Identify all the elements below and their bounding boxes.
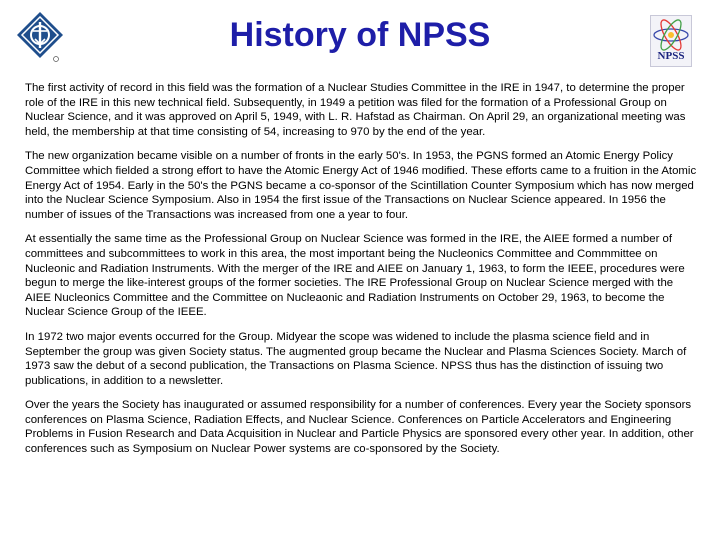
paragraph: At essentially the same time as the Professional Group on Nuclear Science was formed in the IRE, the AIEE formed a number of committees and subcommittees to work in this area, the most important being the Nucleonics Committee and Commmittee on Nucleonic and Radiation Instruments. With the merger of the IRE and AIEE on January 1, 1963, to form the IEEE, procedures were begun to merge the like-interest groups of the former societies. The IRE Professional Group on Nuclear Science merged with the AIEE Nucleonics Committee and the Committee on Nucleaonic and Radiation Instruments on October 29, 1963, to become the Nuclear Science Group of the IEEE. — [25, 233, 685, 319]
paragraph: Over the years the Society has inaugurated or assumed responsibility for a number of conferences. Every year the Society sponsors conferences on Plasma Science, Radiation Effects, and Nuclear Science. Conferences on Particle Accelerators and Engineering Problems in Fusion Research and Data Acquisition in Nuclear and Particle Physics are sponsored every other year. In addition, other conferences such as Symposium on Nuclear Power systems are co-sponsored by the Society. — [25, 399, 694, 456]
paragraph: In 1972 two major events occurred for the Group. Midyear the scope was widened to include the plasma science field and in September the group was given Society status. The augmented group became the Nuclear and Plasma Sciences Society. March of 1973 saw the debut of a second publication, the Transactions on Plasma Science. NPSS thus has the distinction of issuing two publications, in addition to a newsletter. — [25, 330, 687, 387]
history-body — [25, 81, 697, 467]
npss-logo — [650, 15, 692, 67]
page-title: History of NPSS — [229, 16, 491, 54]
npss-logo-text: NPSS — [657, 50, 685, 62]
paragraph: The new organization became visible on a number of fronts in the early 50's. In 1953, the PGNS formed an Atomic Energy Policy Committee which fielded a strong effort to have the Atomic Energy Act of 1946 modified. These efforts came to a fruition in the Atomic Energy Act of 1954. Early in the 50's the PGNS became a co-sponsor of the Scintillation Counter Symposium which has now merged into the Nuclear Science Symposium. Also in 1954 the first issue of the Transactions on Nuclear Science appeared. In 1956 the number of issues of the Transactions was increased from one a year to four. — [25, 150, 697, 221]
paragraph: The first activity of record in this field was the formation of a Nuclear Studies Committee in the IRE in 1947, to determine the proper role of the IRE in this new technical field. Subsequently, in 1949 a petition was filed for the formation of a Professional Group on Nuclear Science, and it was approved on April 5, 1949, with L. R. Hafstad as Chairman. On April 29, an organizational meeting was held, the membership at that time consisting of 54, increasing to 970 by the end of the year. — [25, 82, 686, 138]
